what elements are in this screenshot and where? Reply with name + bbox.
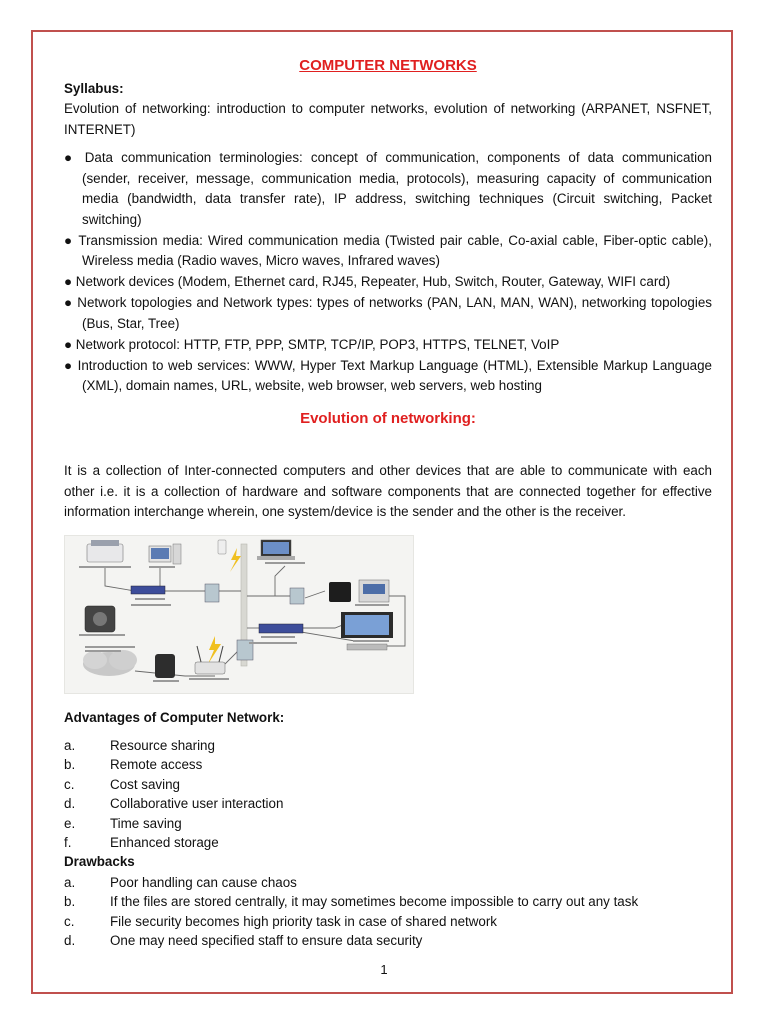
network-diagram-image — [64, 535, 414, 694]
list-letter: e. — [64, 815, 76, 831]
network-diagram-illustration — [65, 536, 413, 693]
syllabus-item: ● Network protocol: HTTP, FTP, PPP, SMTP, TCP/IP, POP3, HTTPS, TELNET, VoIP — [64, 336, 560, 352]
document-content — [64, 56, 712, 950]
list-text: Poor handling can cause chaos — [110, 874, 297, 890]
page-number: 1 — [380, 962, 388, 977]
list-text: Time saving — [110, 815, 182, 831]
list-item — [64, 931, 712, 950]
page-title: COMPUTER NETWORKS — [299, 57, 477, 74]
syllabus-item: ● Transmission media: Wired communication media (Twisted pair cable, Co-axial cable, Fiber-optic cable), Wireless media (Radio waves, Micro waves, Infrared waves) — [64, 232, 712, 268]
syllabus-item: ● Introduction to web services: WWW, Hyper Text Markup Language (HTML), Extensible Markup Language (XML), domain names, URL, website, web browser, web servers, web hosting — [64, 357, 712, 393]
list-letter: a. — [64, 874, 76, 890]
list-letter: a. — [64, 738, 76, 753]
list-text: Enhanced storage — [110, 834, 219, 850]
syllabus-item: ● Network devices (Modem, Ethernet card, RJ45, Repeater, Hub, Switch, Router, Gateway, WIFI card) — [64, 274, 671, 289]
list-item — [64, 755, 712, 774]
list-letter: c. — [64, 913, 75, 929]
list-item — [64, 892, 712, 911]
syllabus-list — [64, 148, 712, 397]
syllabus-label: Syllabus: — [64, 80, 124, 96]
section-heading: Evolution of networking: — [300, 409, 476, 427]
list-text: Remote access — [110, 757, 203, 773]
list-letter: b. — [64, 757, 76, 773]
list-item — [64, 736, 712, 755]
list-item — [64, 814, 712, 833]
list-letter: d. — [64, 933, 76, 949]
syllabus-item: ● Network topologies and Network types: types of networks (PAN, LAN, MAN, WAN), networking topologies (Bus, Star, Tree) — [64, 295, 712, 331]
list-item — [64, 873, 712, 892]
syllabus-intro: Evolution of networking: introduction to computer networks, evolution of networking (ARPANET, NSFNET, INTERNET) — [64, 101, 712, 137]
list-text: Collaborative user interaction — [110, 796, 284, 812]
list-item — [64, 833, 712, 852]
list-item — [64, 912, 712, 931]
list-text: If the files are stored centrally, it may sometimes become impossible to carry out any task — [110, 894, 639, 910]
drawbacks-list — [64, 873, 712, 951]
drawbacks-heading: Drawbacks — [64, 854, 135, 870]
advantages-heading: Advantages of Computer Network: — [64, 709, 285, 725]
list-text: Cost saving — [110, 776, 180, 792]
list-item — [64, 775, 712, 794]
list-letter: d. — [64, 796, 76, 812]
list-letter: f. — [64, 834, 72, 850]
advantages-list — [64, 736, 712, 852]
list-text: One may need specified staff to ensure data security — [110, 933, 423, 949]
list-letter: b. — [64, 894, 76, 910]
list-text: File security becomes high priority task in case of shared network — [110, 913, 498, 929]
syllabus-item: ● Data communication terminologies: concept of communication, components of data communication (sender, receiver, message, communication media, protocols), measuring capacity of communication media (bandwidth, data transfer rate), IP address, switching techniques (Circuit switching, Packet switching) — [64, 150, 712, 227]
list-item — [64, 794, 712, 813]
list-text: Resource sharing — [110, 738, 215, 753]
list-letter: c. — [64, 776, 75, 792]
intro-paragraph: It is a collection of Inter-connected computers and other devices that are able to communicate with each other i.e. it is a collection of hardware and software components that are connected together for effective information interchange wherein, one system/device is the sender and the other is the receiver. — [64, 463, 712, 519]
